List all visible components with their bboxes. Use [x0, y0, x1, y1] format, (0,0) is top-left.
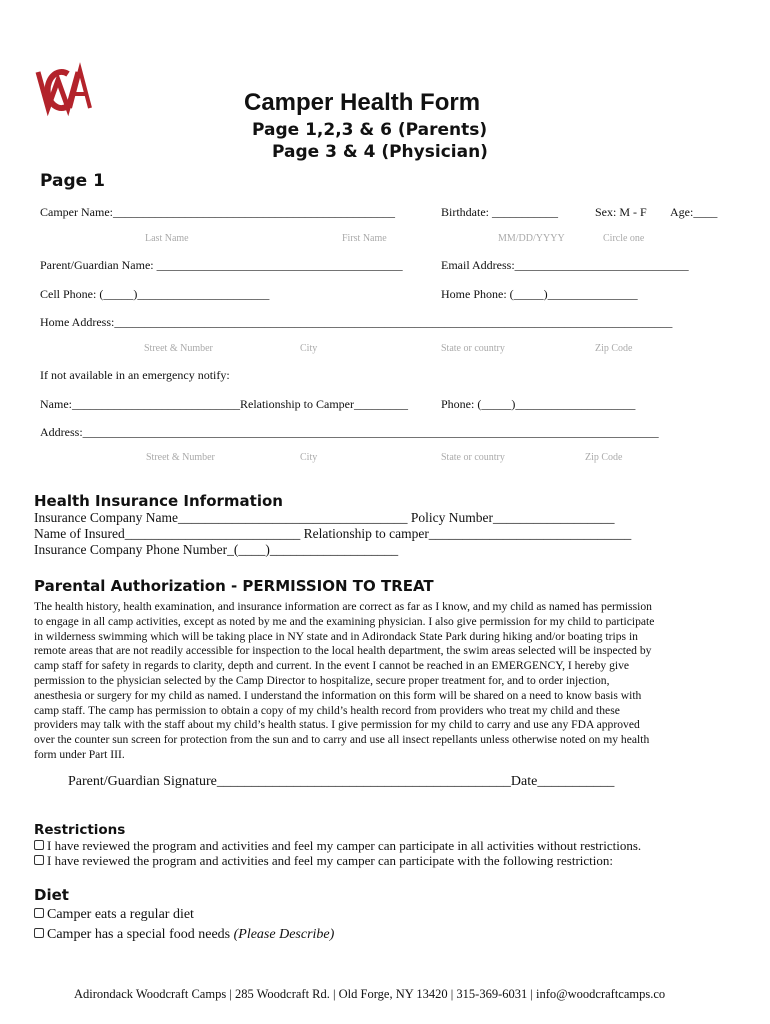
authorization-line: in wilderness swimming which will be taking place in NY state and in Adirondack State Park during hiking and/or boating trips in	[34, 629, 638, 643]
form-title: Camper Health Form	[244, 89, 481, 116]
home-address-field[interactable]: Home Address:_____________________________________________________________________________________________	[40, 315, 673, 329]
hint-city-2: City	[300, 452, 318, 463]
checkbox-icon[interactable]	[34, 928, 44, 938]
authorization-heading: Parental Authorization - PERMISSION TO TREAT	[34, 577, 434, 595]
authorization-line: to engage in all camp activities, except as noted by me and the examining physician. I also give permission for my child to participate	[34, 614, 655, 628]
authorization-line: camp staff for safety in regards to clarity, depth and current. In the event I cannot be reached in an EMERGENCY, I hereby give	[34, 659, 630, 673]
form-subtitle-physician: Page 3 & 4 (Physician)	[272, 142, 488, 162]
diet-option-regular[interactable]	[34, 907, 194, 923]
insurance-phone-line[interactable]: Insurance Company Phone Number_(____)___________________	[34, 542, 399, 557]
cell-phone-field[interactable]: Cell Phone: (_____)______________________	[40, 287, 270, 301]
emergency-address-field[interactable]: Address:________________________________________________________________________________________________	[40, 425, 659, 439]
email-field[interactable]: Email Address:_____________________________	[441, 258, 689, 272]
form-subtitle-parents: Page 1,2,3 & 6 (Parents)	[252, 120, 488, 140]
home-phone-field[interactable]: Home Phone: (_____)_______________	[441, 287, 638, 301]
emergency-label: If not available in an emergency notify:	[40, 368, 230, 382]
checkbox-icon[interactable]	[34, 908, 44, 918]
hint-state: State or country	[441, 343, 505, 354]
restriction-option-with[interactable]	[34, 853, 613, 869]
restrictions-heading: Restrictions	[34, 822, 126, 838]
hint-zip: Zip Code	[595, 343, 633, 354]
page-heading: Page 1	[40, 171, 105, 191]
authorization-line: remote areas that are not readily accessible for inspection to the local health department, the swim areas selected will be inspected by	[34, 644, 652, 658]
hint-street: Street & Number	[144, 343, 213, 354]
authorization-line: providers may talk with the staff about my child’s health status. I give permission for my child to carry and use any FDA approved	[34, 718, 640, 732]
hint-street-2: Street & Number	[146, 452, 215, 463]
footer-contact: Adirondack Woodcraft Camps | 285 Woodcraft Rd. | Old Forge, NY 13420 | 315-369-6031 | info@woodcraftcamps.co	[74, 987, 666, 1001]
authorization-paragraph	[34, 600, 724, 763]
hint-state-2: State or country	[441, 452, 505, 463]
authorization-line: anesthesia or surgery for my child as named. I understand the information on this form will be shared on a need to know basis with	[34, 688, 642, 702]
camper-name-field[interactable]: Camper Name:_______________________________________________	[40, 205, 395, 219]
hint-first-name: First Name	[342, 233, 387, 244]
signature-line[interactable]: Parent/Guardian Signature__________________________________________Date___________	[68, 774, 615, 789]
parent-name-field[interactable]: Parent/Guardian Name: _________________________________________	[40, 258, 403, 272]
emergency-name-field[interactable]: Name:____________________________Relationship to Camper_________	[40, 397, 408, 411]
checkbox-icon[interactable]	[34, 855, 44, 865]
authorization-line: permission to the physician selected by the Camp Director to hospitalize, secure proper treatment for, and to order injection,	[34, 673, 610, 687]
insurance-heading: Health Insurance Information	[34, 492, 283, 510]
emergency-phone-field[interactable]: Phone: (_____)____________________	[441, 397, 636, 411]
diet-option-regular-label: Camper eats a regular diet	[47, 907, 194, 922]
restriction-option-none[interactable]	[34, 838, 641, 854]
hint-circle-one: Circle one	[603, 233, 645, 244]
hint-city: City	[300, 343, 318, 354]
hint-zip-2: Zip Code	[585, 452, 623, 463]
authorization-line: over the counter sun screen for protection from the sun and to carry and use all insect repellants unless otherwise noted on my health	[34, 733, 650, 747]
diet-option-special-label: Camper has a special food needs	[47, 927, 231, 942]
diet-heading: Diet	[34, 886, 69, 904]
birthdate-field[interactable]: Birthdate: ___________	[441, 205, 558, 219]
diet-option-special-note: (Please Describe)	[233, 927, 335, 942]
hint-date-format: MM/DD/YYYY	[498, 233, 565, 244]
camp-logo	[30, 62, 94, 118]
insurance-company-line[interactable]: Insurance Company Name__________________________________ Policy Number__________________	[34, 510, 615, 525]
hint-last-name: Last Name	[145, 233, 189, 244]
sex-field[interactable]: Sex: M - F	[595, 205, 647, 219]
authorization-line: form under Part III.	[34, 747, 125, 761]
diet-option-special[interactable]	[34, 927, 334, 943]
authorization-line: The health history, health examination, and insurance information are correct as far as I know, and my child as named has permission	[34, 600, 652, 613]
checkbox-icon[interactable]	[34, 840, 44, 850]
authorization-line: camp staff. The camp has permission to obtain a copy of my child’s health record from providers who treat my child and these	[34, 703, 620, 717]
restriction-option-none-label: I have reviewed the program and activities and feel my camper can participate in all activities without restrictions.	[47, 838, 642, 853]
age-field[interactable]: Age:____	[670, 205, 718, 219]
insured-name-line[interactable]: Name of Insured__________________________ Relationship to camper______________________________	[34, 526, 632, 541]
restriction-option-with-label: I have reviewed the program and activities and feel my camper can participate with the following restriction:	[47, 853, 614, 868]
